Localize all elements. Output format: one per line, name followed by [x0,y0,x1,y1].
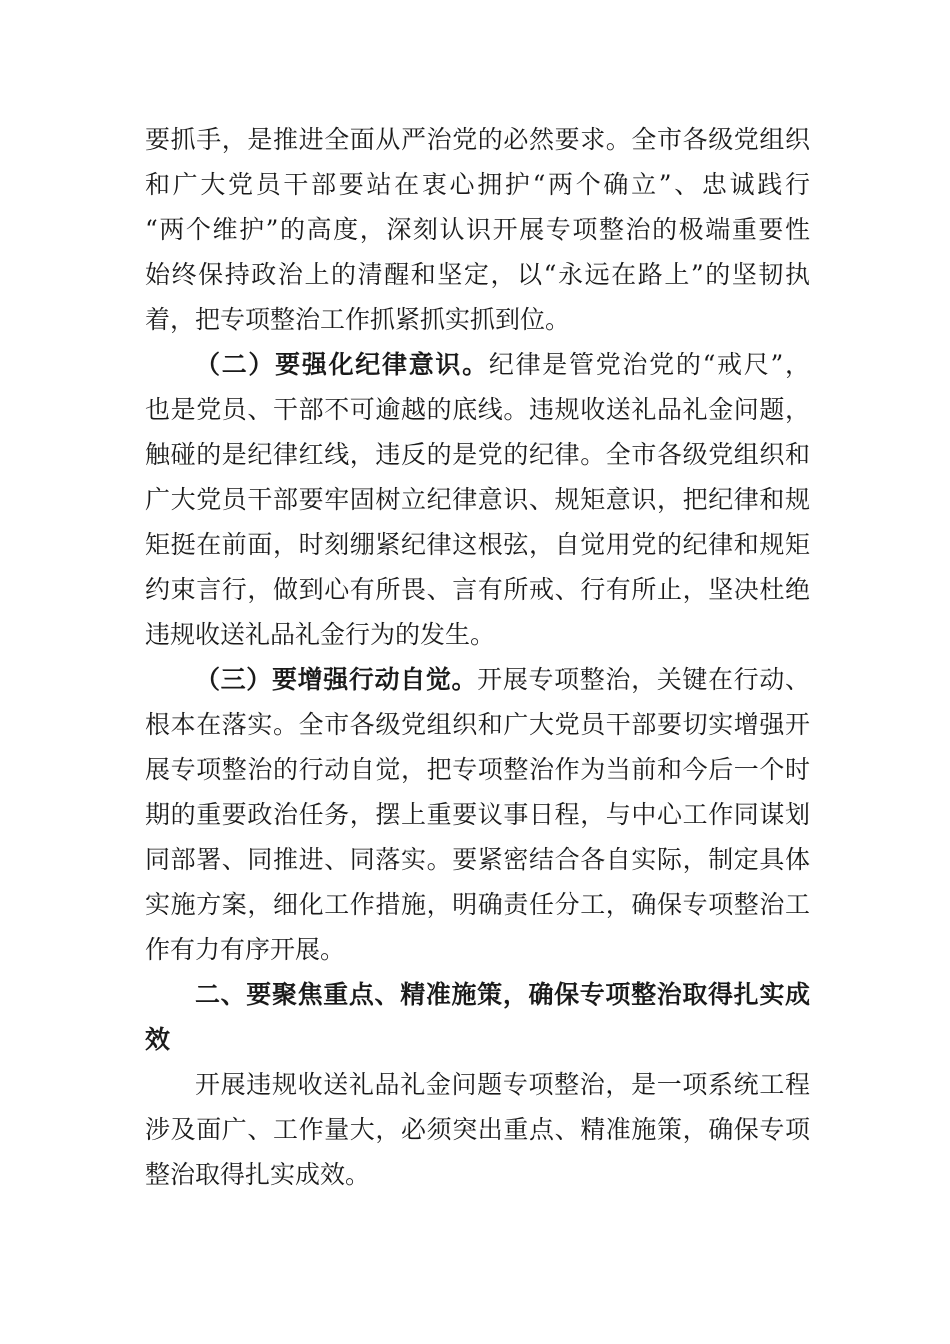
body-text-line: 作有力有序开展。 [145,935,346,964]
body-text-line: “两个维护”的高度，深刻认识开展专项整治的极端重要性 [145,215,810,244]
body-text-line: 同部署、同推进、同落实。要紧密结合各自实际，制定具体 [145,845,810,874]
body-text-line: 整治取得扎实成效。 [145,1160,371,1189]
subsection-2-text: 纪律是管党治党的“戒尺”， [488,350,810,379]
section-heading-continuation: 效 [145,1025,171,1054]
subsection-2-heading: （二）要强化纪律意识。 [195,350,489,379]
section-heading: 二、要聚焦重点、精准施策，确保专项整治取得扎实成 [195,980,810,1009]
body-text-line: 开展违规收送礼品礼金问题专项整治，是一项系统工程 [195,1070,810,1099]
body-text-line: 期的重要政治任务，摆上重要议事日程，与中心工作同谋划 [145,800,810,829]
subsection-2-first-line [195,345,810,385]
body-text-line: 和广大党员干部要站在衷心拥护“两个确立”、忠诚践行 [145,170,810,199]
body-text-line: 触碰的是纪律红线，违反的是党的纪律。全市各级党组织和 [145,440,810,469]
subsection-3-text: 开展专项整治，关键在行动、 [477,665,810,694]
body-text-line: 矩挺在前面，时刻绷紧纪律这根弦，自觉用党的纪律和规矩 [145,530,810,559]
body-text-line: 违规收送礼品礼金行为的发生。 [145,620,496,649]
body-text-line: 根本在落实。全市各级党组织和广大党员干部要切实增强开 [145,710,810,739]
body-text-line: 约束言行，做到心有所畏、言有所戒、行有所止，坚决杜绝 [145,575,810,604]
body-text-line: 展专项整治的行动自觉，把专项整治作为当前和今后一个时 [145,755,810,784]
body-text-line: 要抓手，是推进全面从严治党的必然要求。全市各级党组织 [145,125,810,154]
body-text-line: 广大党员干部要牢固树立纪律意识、规矩意识，把纪律和规 [145,485,810,514]
subsection-3-heading: （三）要增强行动自觉。 [195,665,478,694]
body-text-line: 也是党员、干部不可逾越的底线。违规收送礼品礼金问题， [145,395,810,424]
body-text-line: 涉及面广、工作量大，必须突出重点、精准施策，确保专项 [145,1115,810,1144]
subsection-3-first-line [195,660,810,700]
body-text-line: 实施方案，细化工作措施，明确责任分工，确保专项整治工 [145,890,810,919]
body-text-line: 着，把专项整治工作抓紧抓实抓到位。 [145,305,571,334]
body-text-line: 始终保持政治上的清醒和坚定，以“永远在路上”的坚韧执 [145,260,810,289]
